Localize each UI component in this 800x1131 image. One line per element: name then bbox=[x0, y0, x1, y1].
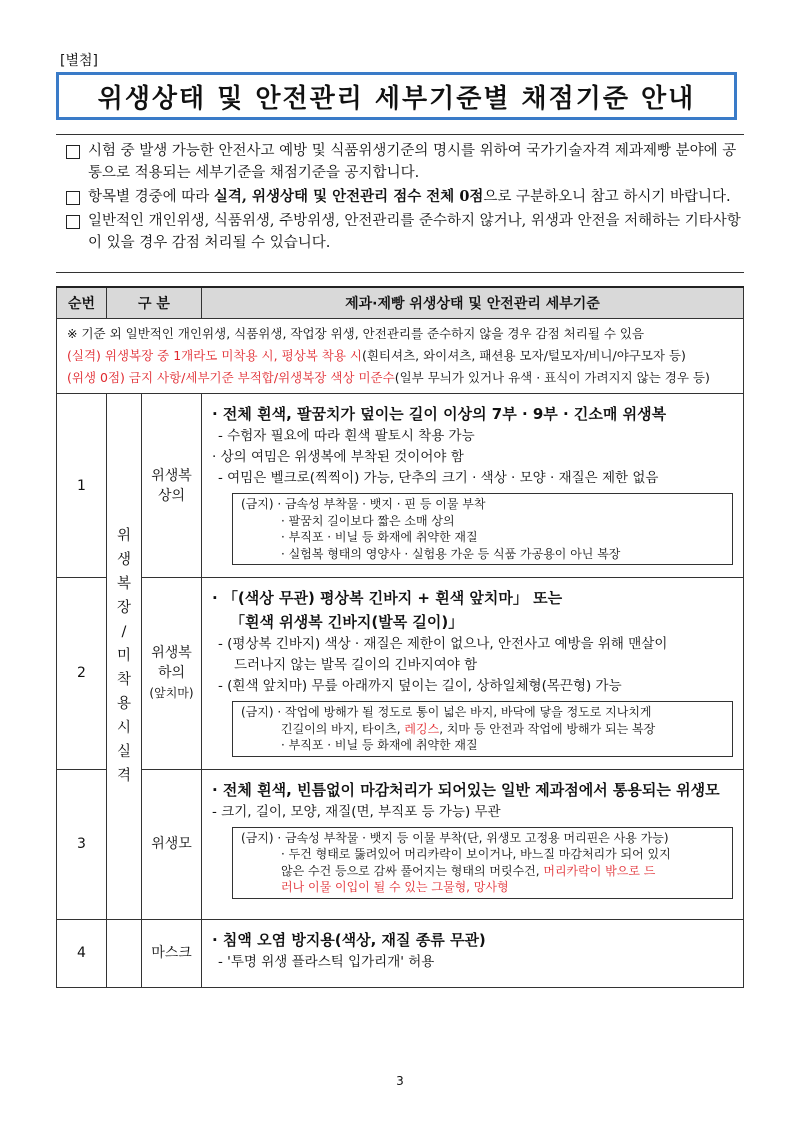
prohibited-box bbox=[232, 493, 733, 565]
criteria-line: · 상의 여밈은 위생복에 부착된 것이어야 함 bbox=[212, 449, 464, 465]
prohibited-line: · 부직포 · 비닐 등 화재에 취약한 재질 bbox=[281, 738, 478, 752]
notice-text-part: 항목별 경중에 따라 bbox=[88, 189, 214, 205]
general-note: ※ 기준 외 일반적인 개인위생, 식품위생, 작업장 위생, 안전관리를 준수하지 않을 경우 감점 처리될 수 있음 bbox=[67, 326, 645, 341]
notice-item bbox=[66, 210, 746, 254]
checkbox-square-icon bbox=[66, 215, 80, 229]
row-criteria bbox=[202, 394, 744, 578]
header-criteria: 제과·제빵 위생상태 및 안전관리 세부기준 bbox=[202, 287, 744, 319]
notice-text bbox=[88, 186, 746, 208]
group-label-char: 생 bbox=[116, 551, 131, 568]
prohibited-line: · 두건 형태로 뚫려있어 머리카락이 보이거나, 바느질 마감처리가 되어 있지 bbox=[281, 847, 671, 861]
table-row bbox=[57, 769, 744, 919]
criteria-line: - (흰색 앞치마) 무릎 아래까지 덮이는 길이, 상하일체형(목끈형) 가능 bbox=[218, 678, 622, 694]
notice-text: 일반적인 개인위생, 식품위생, 주방위생, 안전관리를 준수하지 않거나, 위생과 안전을 저해하는 기타사항이 있을 경우 감점 처리될 수 있습니다. bbox=[88, 213, 741, 251]
group-label-char: 시 bbox=[116, 719, 131, 736]
prohibited-line: (금지) · 작업에 방해가 될 정도로 통이 넓은 바지, 바닥에 닿을 정도로 지나치게 bbox=[241, 705, 652, 719]
prohibited-text: 긴길이의 바지, 타이츠, bbox=[281, 721, 405, 736]
group-label-char: / bbox=[121, 623, 127, 640]
category-line: 상의 bbox=[157, 487, 186, 504]
notice-text-part: 으로 구분하오니 참고 하시기 바랍니다. bbox=[483, 189, 731, 205]
page-title: 위생상태 및 안전관리 세부기준별 채점기준 안내 bbox=[97, 83, 696, 114]
disqualify-text: (흰티셔츠, 와이셔츠, 패션용 모자/털모자/비니/야구모자 등) bbox=[361, 348, 686, 363]
category-line: (앞치마) bbox=[149, 686, 194, 701]
disqualify-red-text: (실격) 위생복장 중 1개라도 미착용 시, 평상복 착용 시 bbox=[67, 348, 362, 363]
prohibited-red-text: 머리카락이 밖으로 드 bbox=[543, 863, 656, 878]
general-notes bbox=[57, 319, 744, 394]
notice-bold-text: 실격, 위생상태 및 안전관리 점수 전체 0점 bbox=[213, 188, 484, 205]
prohibited-line: · 부직포 · 비닐 등 화재에 취약한 재질 bbox=[281, 530, 478, 544]
group-label-char: 위 bbox=[116, 527, 131, 544]
criteria-lead: · 전체 흰색, 팔꿈치가 덮이는 길이 이상의 7부 · 9부 · 긴소매 위생복 bbox=[212, 405, 667, 423]
group-label-char: 장 bbox=[116, 599, 131, 616]
prohibited-box bbox=[232, 701, 733, 757]
row-category bbox=[142, 394, 202, 578]
table-header-row bbox=[57, 287, 744, 319]
zero-score-line bbox=[67, 367, 733, 389]
criteria-line: - 여밈은 벨크로(찍찍이) 가능, 단추의 크기 · 색상 · 모양 · 재질은 제한 없음 bbox=[218, 470, 659, 486]
criteria-lead: · 전체 흰색, 빈틈없이 마감처리가 되어있는 일반 제과점에서 통용되는 위생모 bbox=[212, 780, 720, 799]
prohibited-text: 않은 수건 등으로 감싸 풀어지는 형태의 머릿수건, bbox=[281, 863, 544, 878]
table-row bbox=[57, 394, 744, 578]
category-line: 하의 bbox=[157, 665, 186, 682]
prohibited-text: , 치마 등 안전과 작업에 방해가 되는 복장 bbox=[439, 721, 656, 736]
header-category: 구 분 bbox=[107, 287, 202, 319]
row-category bbox=[142, 919, 202, 987]
criteria-line: - (평상복 긴바지) 색상 · 재질은 제한이 없으나, 안전사고 예방을 위해 맨살이 bbox=[218, 636, 668, 652]
prohibited-red-text: 레깅스 bbox=[404, 721, 440, 736]
row-number: 4 bbox=[57, 919, 107, 987]
prohibited-line: · 팔꿈치 길이보다 짧은 소매 상의 bbox=[281, 513, 455, 528]
group-label-char: 착 bbox=[116, 671, 131, 688]
checkbox-square-icon bbox=[66, 191, 80, 205]
table-row bbox=[57, 919, 744, 987]
category-line: 마스크 bbox=[151, 945, 192, 961]
category-line: 위생복 bbox=[151, 645, 192, 662]
attachment-tag: [별첨] bbox=[60, 53, 98, 69]
group-label-char: 실 bbox=[116, 743, 131, 760]
general-row bbox=[57, 319, 744, 394]
group-label-text bbox=[108, 524, 140, 788]
group-label-char: 격 bbox=[116, 767, 131, 784]
criteria-lead: · 「(색상 무관) 평상복 긴바지 + 흰색 앞치마」 또는 bbox=[212, 589, 563, 607]
prohibited-line bbox=[241, 721, 724, 738]
criteria-line: - 수험자 필요에 따라 흰색 팔토시 착용 가능 bbox=[218, 428, 475, 444]
category-line: 위생복 bbox=[151, 467, 192, 484]
divider-top bbox=[56, 134, 744, 135]
criteria-table bbox=[56, 286, 744, 988]
criteria-line: - 크기, 길이, 모양, 재질(면, 부직포 등 가능) 무관 bbox=[212, 803, 501, 820]
header-no: 순번 bbox=[57, 287, 107, 319]
notice-list bbox=[66, 140, 746, 256]
prohibited-red-text: 러나 이물 이입이 될 수 있는 그물형, 망사형 bbox=[281, 880, 509, 894]
group-label-char: 복 bbox=[116, 575, 131, 592]
prohibited-line: · 실험복 형태의 영양사 · 실험용 가운 등 식품 가공용이 아닌 복장 bbox=[281, 546, 621, 561]
row-category bbox=[142, 578, 202, 770]
row-criteria bbox=[202, 919, 744, 987]
divider-bottom bbox=[56, 272, 744, 273]
group-label-char: 미 bbox=[116, 647, 131, 664]
prohibited-line: (금지) · 금속성 부착물 · 뱃지 등 이물 부착(단, 위생모 고정용 머리핀은 사용 가능) bbox=[241, 830, 669, 845]
criteria-line: - '투명 위생 플라스틱 입가리개' 허용 bbox=[218, 953, 435, 970]
criteria-lead: · 침액 오염 방지용(색상, 재질 종류 무관) bbox=[212, 930, 486, 949]
group-label-char: 용 bbox=[116, 695, 131, 712]
notice-item bbox=[66, 140, 746, 184]
disqualify-line bbox=[67, 345, 733, 367]
prohibited-box bbox=[232, 827, 733, 899]
table-row bbox=[57, 578, 744, 770]
row-category bbox=[142, 769, 202, 919]
criteria-line: 드러나지 않는 발목 길이의 긴바지여야 함 bbox=[234, 657, 478, 673]
row-number: 1 bbox=[57, 394, 107, 578]
zero-score-text: (일부 무늬가 있거나 유색 · 표식이 가려지지 않는 경우 등) bbox=[394, 370, 710, 385]
category-line: 위생모 bbox=[151, 836, 192, 852]
zero-score-red-text: (위생 0점) 금지 사항/세부기준 부적합/위생복장 색상 미준수 bbox=[67, 370, 395, 385]
page-number: 3 bbox=[396, 1074, 404, 1088]
title-box bbox=[56, 72, 737, 120]
checkbox-square-icon bbox=[66, 145, 80, 159]
prohibited-line bbox=[241, 863, 724, 880]
prohibited-line: (금지) · 금속성 부착물 · 뱃지 · 핀 등 이물 부착 bbox=[241, 497, 486, 511]
criteria-lead: 「흰색 위생복 긴바지(발목 길이)」 bbox=[230, 613, 464, 631]
group-empty-cell bbox=[107, 919, 142, 987]
row-criteria bbox=[202, 578, 744, 770]
group-label bbox=[107, 394, 142, 920]
notice-item bbox=[66, 186, 746, 208]
row-number: 3 bbox=[57, 769, 107, 919]
row-number: 2 bbox=[57, 578, 107, 770]
notice-text: 시험 중 발생 가능한 안전사고 예방 및 식품위생기준의 명시를 위하여 국가기술자격 제과제빵 분야에 공통으로 적용되는 세부기준을 채점기준을 공지합니다. bbox=[88, 143, 737, 181]
row-criteria bbox=[202, 769, 744, 919]
